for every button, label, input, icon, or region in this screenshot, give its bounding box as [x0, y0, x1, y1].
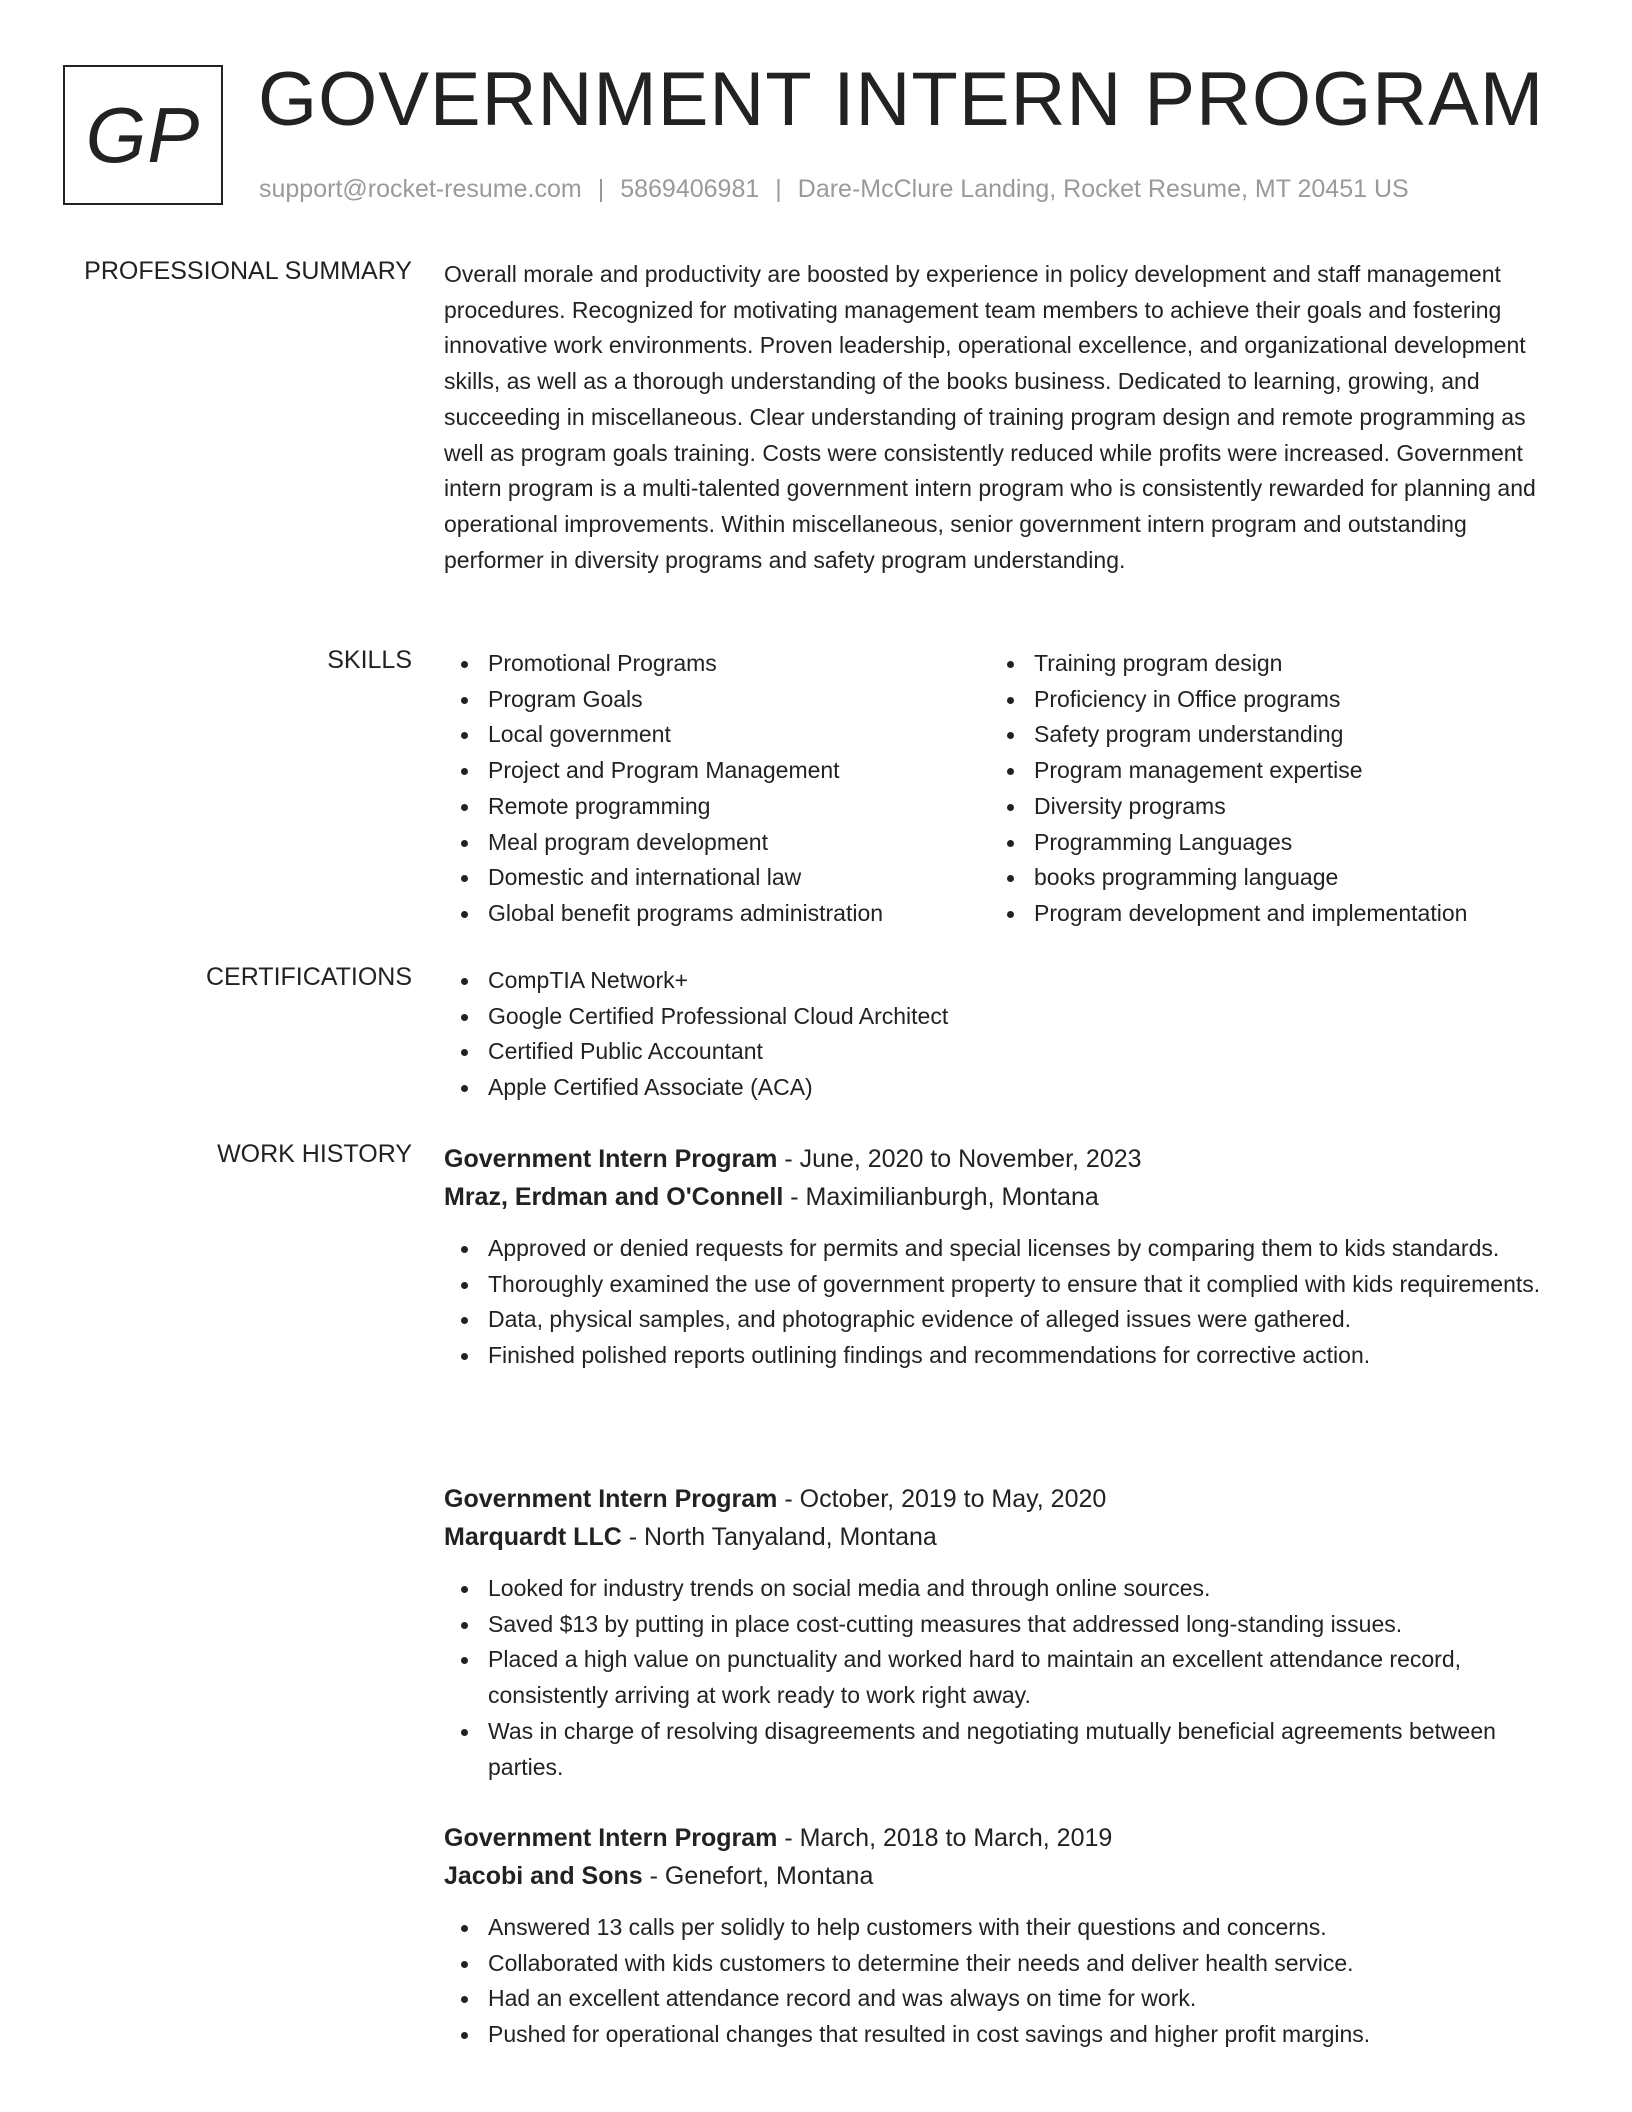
- contact-separator: |: [775, 175, 782, 203]
- skills-label: SKILLS: [327, 646, 412, 674]
- job-bullet: Approved or denied requests for permits and special licenses by comparing them to kids standards.: [444, 1231, 1564, 1267]
- job-company: Marquardt LLC: [444, 1523, 622, 1551]
- summary-text: Overall morale and productivity are boosted by experience in policy development and staff management procedures. Recognized for motivating management team members to achieve their goals and fostering innovative work environments. Proven leadership, operational excellence, and organizational development skills, as well as a thorough understanding of the books business. Dedicated to learning, growing, and succeeding in miscellaneous. Clear understanding of training program design and remote programming as well as program goals training. Costs were consistently reduced while profits were increased. Government intern program is a multi-talented government intern program who is consistently rewarded for planning and operational improvements. Within miscellaneous, senior government intern program and outstanding performer in diversity programs and safety program understanding.: [444, 261, 1536, 573]
- job-title-line: [444, 1480, 1564, 1518]
- skill-item: Remote programming: [444, 789, 990, 825]
- certifications-body: [444, 963, 1564, 1106]
- job-bullet: Data, physical samples, and photographic evidence of alleged issues were gathered.: [444, 1302, 1564, 1338]
- certification-item: CompTIA Network+: [444, 963, 1564, 999]
- summary-body: [444, 257, 1564, 578]
- skill-item: Project and Program Management: [444, 753, 990, 789]
- skill-item: Local government: [444, 717, 990, 753]
- job-bullet: Had an excellent attendance record and was always on time for work.: [444, 1981, 1564, 2017]
- skills-right-list: [990, 646, 1536, 932]
- job-bullet: Saved $13 by putting in place cost-cutting measures that addressed long-standing issues.: [444, 1607, 1564, 1643]
- job-bullets: [444, 1910, 1564, 2053]
- job-location: - Maximilianburgh, Montana: [783, 1183, 1099, 1211]
- job-bullet: Looked for industry trends on social media and through online sources.: [444, 1571, 1564, 1607]
- job-company-line: [444, 1178, 1564, 1216]
- job-bullet: Collaborated with kids customers to determine their needs and deliver health service.: [444, 1946, 1564, 1982]
- skill-item: Diversity programs: [990, 789, 1536, 825]
- job-company-line: [444, 1518, 1564, 1556]
- job-location: - Genefort, Montana: [642, 1862, 874, 1890]
- contact-email: support@rocket-resume.com: [259, 175, 582, 203]
- job-entry: [444, 1480, 1564, 1785]
- job-dates: - October, 2019 to May, 2020: [777, 1485, 1107, 1513]
- skill-item: Promotional Programs: [444, 646, 990, 682]
- job-title-line: [444, 1819, 1564, 1857]
- job-company: Mraz, Erdman and O'Connell: [444, 1183, 784, 1211]
- contact-line: [259, 175, 1409, 204]
- job-company: Jacobi and Sons: [444, 1862, 643, 1890]
- job-bullet: Was in charge of resolving disagreements and negotiating mutually beneficial agreements between parties.: [444, 1714, 1564, 1785]
- certification-item: Apple Certified Associate (ACA): [444, 1070, 1564, 1106]
- job-title: Government Intern Program: [444, 1145, 778, 1173]
- skill-item: Training program design: [990, 646, 1536, 682]
- work-history-body: [444, 1140, 1564, 2048]
- skill-item: Domestic and international law: [444, 860, 990, 896]
- job-bullet: Placed a high value on punctuality and worked hard to maintain an excellent attendance record, consistently arriving at work ready to work right away.: [444, 1642, 1564, 1713]
- job-company-line: [444, 1857, 1564, 1895]
- skill-item: books programming language: [990, 860, 1536, 896]
- job-bullet: Answered 13 calls per solidly to help customers with their questions and concerns.: [444, 1910, 1564, 1946]
- skill-item: Proficiency in Office programs: [990, 682, 1536, 718]
- skills-left-list: [444, 646, 990, 932]
- skills-body: [444, 646, 1564, 932]
- job-bullet: Finished polished reports outlining findings and recommendations for corrective action.: [444, 1338, 1564, 1374]
- certification-item: Certified Public Accountant: [444, 1034, 1564, 1070]
- skill-item: Meal program development: [444, 825, 990, 861]
- contact-address: Dare-McClure Landing, Rocket Resume, MT 20451 US: [797, 175, 1409, 203]
- skill-item: Global benefit programs administration: [444, 896, 990, 932]
- work-history-label: WORK HISTORY: [217, 1140, 412, 1168]
- certifications-list: [444, 963, 1564, 1106]
- contact-phone: 5869406981: [620, 175, 760, 203]
- job-title: Government Intern Program: [444, 1485, 778, 1513]
- monogram-box: [63, 65, 223, 205]
- job-bullets: [444, 1571, 1564, 1785]
- job-dates: - June, 2020 to November, 2023: [777, 1145, 1142, 1173]
- skill-item: Program management expertise: [990, 753, 1536, 789]
- job-title: Government Intern Program: [444, 1824, 778, 1852]
- summary-label: PROFESSIONAL SUMMARY: [84, 257, 412, 285]
- skill-item: Programming Languages: [990, 825, 1536, 861]
- skill-item: Program Goals: [444, 682, 990, 718]
- monogram-initials: GP: [85, 90, 201, 179]
- certification-item: Google Certified Professional Cloud Architect: [444, 999, 1564, 1035]
- skill-item: Safety program understanding: [990, 717, 1536, 753]
- job-title-line: [444, 1140, 1564, 1178]
- job-bullets: [444, 1231, 1564, 1374]
- job-dates: - March, 2018 to March, 2019: [777, 1824, 1113, 1852]
- job-entry: [444, 1140, 1564, 1374]
- contact-separator: |: [597, 175, 605, 203]
- skill-item: Program development and implementation: [990, 896, 1536, 932]
- job-bullet: Pushed for operational changes that resulted in cost savings and higher profit margins.: [444, 2017, 1564, 2053]
- job-entry: [444, 1819, 1564, 2053]
- job-bullet: Thoroughly examined the use of government property to ensure that it complied with kids requirements.: [444, 1267, 1564, 1303]
- certifications-label: CERTIFICATIONS: [205, 963, 412, 991]
- resume-name: GOVERNMENT INTERN PROGRAM: [258, 57, 1545, 142]
- job-location: - North Tanyaland, Montana: [621, 1523, 937, 1551]
